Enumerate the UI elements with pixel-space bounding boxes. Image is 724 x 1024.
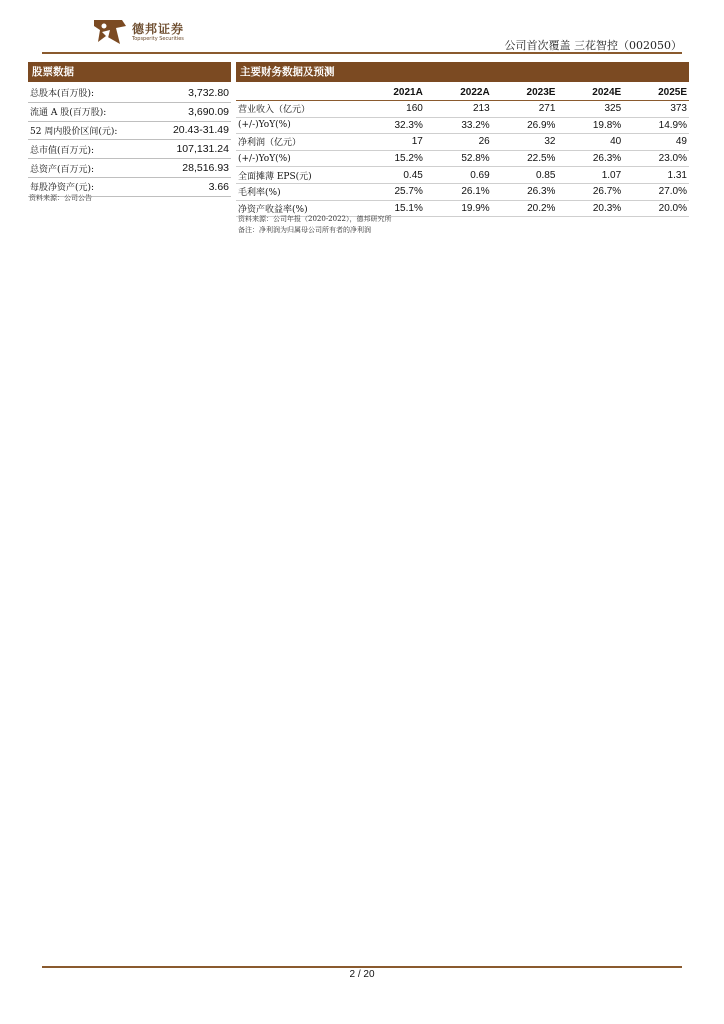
financial-cell: 325 [557,101,623,118]
financial-row-label: 净利润（亿元） [236,134,358,151]
financial-cell: 26.9% [492,117,558,134]
stock-row-value: 20.43-31.49 [150,121,231,140]
financial-row [236,167,689,184]
financial-cell: 26 [425,134,492,151]
financial-row-label: (+/-)YoY(%) [236,117,358,134]
financial-cell: 26.1% [425,183,492,200]
financial-cell: 213 [425,101,492,118]
financial-cell: 0.85 [492,167,558,184]
financial-cell: 52.8% [425,150,492,167]
stock-row-value: 3,732.80 [150,84,231,102]
stock-data-table [28,84,231,197]
document-title: 公司首次覆盖 三花智控（002050） [504,39,682,52]
page-number: 2 / 20 [349,969,375,980]
logo-chinese-name: 德邦证券 [132,21,185,36]
stock-row-label: 每股净资产(元): [28,177,150,196]
financial-cell: 19.9% [425,200,492,217]
financial-cell: 23.0% [623,150,689,167]
financial-row-label: (+/-)YoY(%) [236,150,358,167]
stock-row-value: 107,131.24 [150,140,231,159]
financial-cell: 33.2% [425,117,492,134]
financial-column-header: 2024E [557,84,623,101]
stock-row-label: 总市值(百万元): [28,140,150,159]
financial-cell: 19.8% [557,117,623,134]
financial-row-label: 全面摊薄 EPS(元) [236,167,358,184]
financial-cell: 160 [358,101,425,118]
financial-column-header: 2023E [492,84,558,101]
financial-cell: 26.3% [492,183,558,200]
stock-source-note: 资料来源：公司公告 [29,194,92,202]
stock-row-label: 总股本(百万股): [28,84,150,102]
financial-cell: 49 [623,134,689,151]
financial-panel-title: 主要财务数据及预测 [236,62,689,82]
financial-cell: 26.7% [557,183,623,200]
financial-cell: 15.2% [358,150,425,167]
financial-cell: 0.45 [358,167,425,184]
financial-source-note: 资料来源：公司年报（2020-2022），德邦研究所 [238,215,392,223]
financial-cell: 20.2% [492,200,558,217]
financial-row [236,101,689,118]
financial-cell: 0.69 [425,167,492,184]
financial-cell: 27.0% [623,183,689,200]
stock-row-label: 52 周内股价区间(元): [28,121,150,140]
financial-cell: 26.3% [557,150,623,167]
stock-row-label: 流通 A 股(百万股): [28,102,150,121]
stock-row-value: 28,516.93 [150,159,231,178]
stock-row-value: 3.66 [150,177,231,196]
financial-remark-note: 备注：净利润为归属母公司所有者的净利润 [238,226,371,234]
financial-column-header [236,84,358,101]
financial-cell: 32 [492,134,558,151]
financial-cell: 40 [557,134,623,151]
company-logo [92,16,184,48]
financial-cell: 22.5% [492,150,558,167]
financial-row [236,117,689,134]
financial-column-header: 2025E [623,84,689,101]
financial-cell: 271 [492,101,558,118]
stock-row [28,140,231,159]
financial-cell: 20.3% [557,200,623,217]
financial-cell: 15.1% [358,200,425,217]
stock-row [28,159,231,178]
financial-row-label: 毛利率(%) [236,183,358,200]
financial-header-row [236,84,689,101]
stock-panel-title: 股票数据 [28,62,231,82]
financial-cell: 1.31 [623,167,689,184]
financial-row [236,150,689,167]
financial-cell: 1.07 [557,167,623,184]
financial-column-header: 2022A [425,84,492,101]
footer-divider [42,966,682,968]
stock-row [28,121,231,140]
logo-mark-icon [92,16,128,48]
financial-cell: 17 [358,134,425,151]
stock-row-value: 3,690.09 [150,102,231,121]
financial-row-label: 营业收入（亿元） [236,101,358,118]
financial-cell: 25.7% [358,183,425,200]
financial-row [236,183,689,200]
financial-cell: 20.0% [623,200,689,217]
financial-row-label: 净资产收益率(%) [236,200,358,217]
financial-cell: 373 [623,101,689,118]
financial-data-table [236,84,689,217]
financial-cell: 32.3% [358,117,425,134]
financial-cell: 14.9% [623,117,689,134]
financial-column-header: 2021A [358,84,425,101]
stock-row [28,84,231,102]
header-divider [42,52,682,54]
stock-row-label: 总资产(百万元): [28,159,150,178]
logo-english-name: Topsperity Securities [132,35,184,42]
financial-row [236,134,689,151]
stock-row [28,102,231,121]
